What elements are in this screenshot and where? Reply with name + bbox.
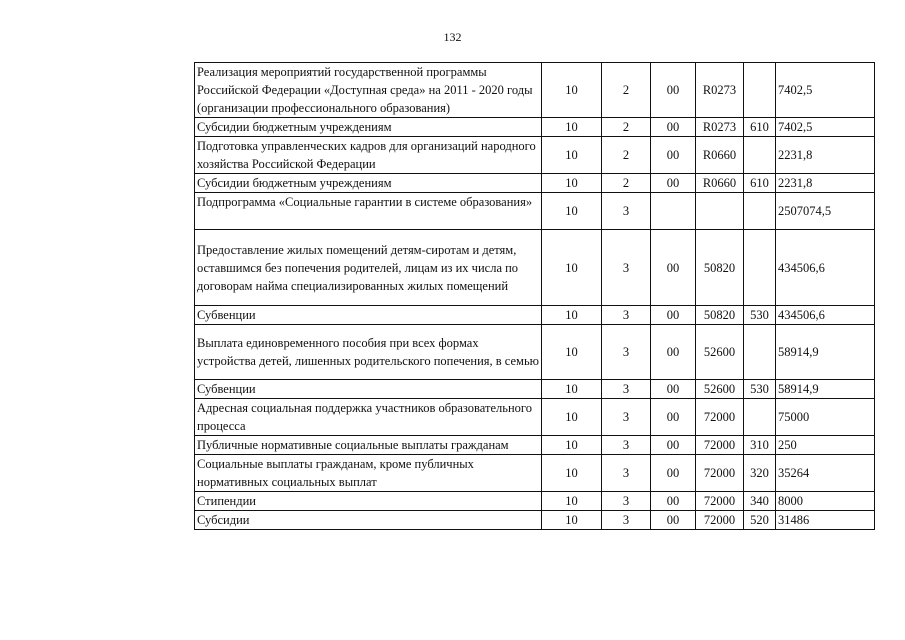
vr-cell: 530 [744,380,776,399]
csr-program-cell: 00 [651,306,696,325]
row-name: Социальные выплаты гражданам, кроме публичных нормативных социальных выплат [195,455,542,492]
rz-cell: 10 [542,399,602,436]
table-row [195,436,875,455]
sum-cell: 2231,8 [776,137,875,174]
pr-cell: 2 [602,137,651,174]
csr-program-cell: 00 [651,325,696,380]
vr-cell: 310 [744,436,776,455]
csr-code-cell: 72000 [696,492,744,511]
csr-program-cell: 00 [651,137,696,174]
csr-code-cell: 72000 [696,455,744,492]
rz-cell: 10 [542,137,602,174]
rz-cell: 10 [542,492,602,511]
table-row [195,455,875,492]
table-row [195,380,875,399]
sum-cell: 2231,8 [776,174,875,193]
pr-cell: 3 [602,455,651,492]
csr-program-cell: 00 [651,63,696,118]
csr-code-cell: 72000 [696,511,744,530]
rz-cell: 10 [542,193,602,230]
vr-cell [744,399,776,436]
csr-code-cell: R0660 [696,137,744,174]
table-row [195,118,875,137]
vr-cell: 520 [744,511,776,530]
row-name: Подготовка управленческих кадров для организаций народного хозяйства Российской Федерации [195,137,542,174]
csr-program-cell: 00 [651,492,696,511]
rz-cell: 10 [542,436,602,455]
row-name: Стипендии [195,492,542,511]
csr-code-cell: 50820 [696,306,744,325]
pr-cell: 3 [602,193,651,230]
sum-cell: 35264 [776,455,875,492]
sum-cell: 75000 [776,399,875,436]
row-name: Публичные нормативные социальные выплаты гражданам [195,436,542,455]
sum-cell: 58914,9 [776,380,875,399]
rz-cell: 10 [542,325,602,380]
csr-code-cell: 52600 [696,325,744,380]
sum-cell: 250 [776,436,875,455]
sum-cell: 7402,5 [776,63,875,118]
table-row [195,306,875,325]
sum-cell: 58914,9 [776,325,875,380]
vr-cell [744,63,776,118]
table-row [195,137,875,174]
rz-cell: 10 [542,511,602,530]
page-number: 132 [443,30,462,44]
csr-code-cell: R0273 [696,118,744,137]
vr-cell: 610 [744,118,776,137]
pr-cell: 2 [602,118,651,137]
vr-cell [744,325,776,380]
table-row [195,511,875,530]
row-name: Субсидии [195,511,542,530]
sum-cell: 7402,5 [776,118,875,137]
row-name: Подпрограмма «Социальные гарантии в системе образования» [195,193,542,230]
csr-program-cell: 00 [651,174,696,193]
row-name: Субсидии бюджетным учреждениям [195,118,542,137]
rz-cell: 10 [542,63,602,118]
vr-cell: 340 [744,492,776,511]
vr-cell: 320 [744,455,776,492]
csr-program-cell: 00 [651,436,696,455]
csr-program-cell: 00 [651,230,696,306]
sum-cell: 2507074,5 [776,193,875,230]
vr-cell [744,230,776,306]
rz-cell: 10 [542,455,602,492]
pr-cell: 3 [602,306,651,325]
vr-cell [744,193,776,230]
csr-program-cell: 00 [651,399,696,436]
csr-program-cell: 00 [651,455,696,492]
pr-cell: 3 [602,436,651,455]
sum-cell: 434506,6 [776,230,875,306]
table-row [195,492,875,511]
table-row [195,325,875,380]
rz-cell: 10 [542,174,602,193]
csr-code-cell: R0273 [696,63,744,118]
pr-cell: 3 [602,399,651,436]
pr-cell: 3 [602,380,651,399]
row-name: Субвенции [195,380,542,399]
row-name: Субвенции [195,306,542,325]
csr-code-cell: R0660 [696,174,744,193]
csr-code-cell [696,193,744,230]
csr-code-cell: 72000 [696,436,744,455]
csr-program-cell [651,193,696,230]
sum-cell: 31486 [776,511,875,530]
table-row [195,193,875,230]
budget-table [194,62,875,530]
table-row [195,230,875,306]
table-row [195,174,875,193]
pr-cell: 3 [602,325,651,380]
sum-cell: 8000 [776,492,875,511]
vr-cell: 610 [744,174,776,193]
row-name: Выплата единовременного пособия при всех формах устройства детей, лишенных родительского попечения, в семью [195,325,542,380]
rz-cell: 10 [542,230,602,306]
rz-cell: 10 [542,306,602,325]
sum-cell: 434506,6 [776,306,875,325]
rz-cell: 10 [542,380,602,399]
csr-program-cell: 00 [651,380,696,399]
csr-code-cell: 52600 [696,380,744,399]
csr-program-cell: 00 [651,511,696,530]
pr-cell: 3 [602,492,651,511]
rz-cell: 10 [542,118,602,137]
row-name: Адресная социальная поддержка участников образовательного процесса [195,399,542,436]
pr-cell: 2 [602,174,651,193]
vr-cell: 530 [744,306,776,325]
vr-cell [744,137,776,174]
csr-program-cell: 00 [651,118,696,137]
pr-cell: 3 [602,511,651,530]
row-name: Субсидии бюджетным учреждениям [195,174,542,193]
pr-cell: 3 [602,230,651,306]
table-row [195,399,875,436]
table-row [195,63,875,118]
csr-code-cell: 72000 [696,399,744,436]
csr-code-cell: 50820 [696,230,744,306]
row-name: Реализация мероприятий государственной программы Российской Федерации «Доступная среда» на 2011 - 2020 годы (организации профессионального образования) [195,63,542,118]
row-name: Предоставление жилых помещений детям-сиротам и детям, оставшимся без попечения родителей, лицам из их числа по договорам найма специализированных жилых помещений [195,230,542,306]
pr-cell: 2 [602,63,651,118]
